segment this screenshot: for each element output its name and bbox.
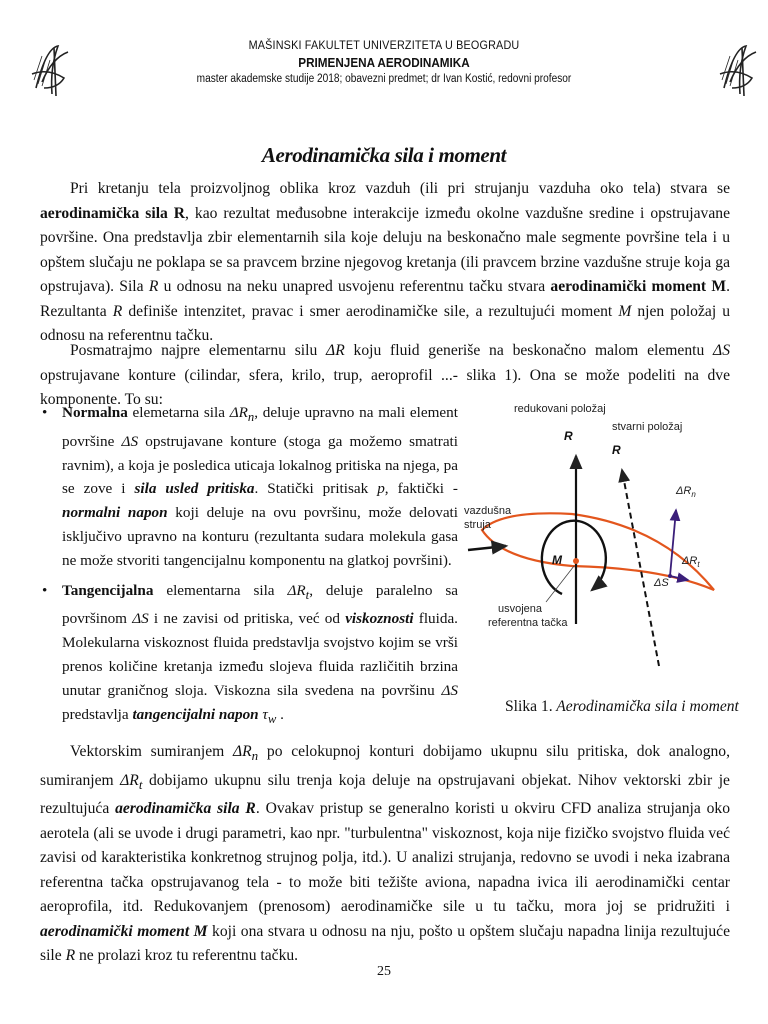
label-R-reduced: R [564, 429, 573, 443]
term-aero-force: aerodinamička sila R [115, 800, 256, 818]
text: Vektorskim sumiranjem [70, 743, 233, 760]
label-delta-Rt: $\Delta R_t$ [682, 555, 700, 569]
symbol-p: p [377, 480, 385, 498]
symbol-R: R [112, 302, 123, 320]
text: ne prolazi kroz tu referentnu tačku. [75, 947, 299, 965]
term-normal: Normalna [62, 404, 128, 421]
text: . Statički pritisak [254, 480, 378, 498]
label-ref-1: usvojena [498, 603, 543, 615]
label-flow-2: struja [464, 519, 491, 531]
text: . Rezultanta [40, 278, 730, 320]
text: , deluje paralelno sa površinom [62, 581, 458, 628]
text: elemetarna sila [127, 404, 230, 421]
subscript: n [251, 748, 259, 764]
symbol-delta-R: ΔR [326, 342, 345, 359]
text: dobijamo ukupnu silu trenja koja deluje na opstrujavani objekat. Nihov vektorski zbir je rezultujuća [40, 771, 730, 818]
symbol-R: R [65, 947, 76, 965]
caption-text: Aerodinamička sila i moment [552, 698, 739, 715]
label-M: M [552, 553, 562, 567]
symbol-R: R [148, 278, 159, 295]
symbol-delta-S: ΔS [713, 342, 730, 359]
bullet-icon: • [42, 404, 48, 421]
text: fluida. Molekularna viskoznost fluida predstavlja svojstvo kojim se vrši prenos količine kretanja između slojeva fluida različitih brzina unutar graničnog sloja. Viskozna sila svedena na površinu [62, 610, 458, 699]
label-delta-S: ΔS [654, 577, 669, 589]
text: , faktički - [384, 480, 458, 498]
bullet-icon: • [42, 581, 48, 599]
text: opstrujavane konture (cilindar, sfera, krilo, trup, aeroprofil ...- slika 1). Ona se može podeliti na dve komponente. To su: [40, 366, 730, 408]
institution-name: MAŠINSKI FAKULTET UNIVERZITETA U BEOGRADU [248, 38, 520, 52]
force-R-real [622, 470, 659, 666]
symbol-delta-S: ΔS [441, 681, 458, 699]
list-item-normal [40, 401, 458, 573]
text: i ne zavisi od pritiska, već od [148, 610, 346, 628]
term-aero-force: aerodinamička sila R [40, 204, 186, 222]
symbol-tau: τ [262, 705, 268, 723]
text: koju fluid generiše na beskonačno malom elementu [344, 342, 714, 359]
label-reduced-position: redukovani položaj [514, 403, 606, 415]
text: po celokupnoj konturi dobijamo ukupnu silu pritiska, dok analogno, sumiranjem [40, 743, 730, 789]
label-R-real: R [612, 443, 621, 457]
symbol-delta-R: ΔR [229, 404, 248, 421]
label-flow-1: vazdušna [464, 505, 512, 517]
list-item-tangential [40, 579, 458, 732]
component-list [40, 401, 458, 731]
subscript: t [305, 587, 310, 602]
reference-point [573, 558, 579, 564]
text: koji ona stvara u odnosu na nju, pošto u opštem slučaju napadna linija rezultujuće sile [40, 922, 731, 965]
text: u odnosu na neku unapred usvojenu referentnu tačku stvara [158, 278, 551, 295]
text: definiše intenzitet, pravac i smer aerodinamičke sile, a rezultujući moment [122, 302, 619, 320]
term-aero-moment: aerodinamički moment M [550, 278, 727, 295]
text: . [276, 705, 284, 723]
text: njen položaj u odnosu na referentnu tačku. [40, 302, 730, 344]
symbol-delta-R: ΔR [120, 771, 139, 789]
term-tangential: Tangencijalna [62, 581, 154, 599]
text: opstrujavane konture (stoga ga možemo smatrati ravnim), a koja je posledica uticaja lokalnog pritiska na njega, pa se zove i [62, 432, 458, 498]
subscript: n [247, 410, 255, 425]
symbol-delta-R: ΔR [287, 581, 306, 599]
text: koji deluje na ovu površinu, može delovati isključivo upravno na konturu (rezultanta sudara molekula gasa ne može stvoriti tangencijalnu komponentu na glatkoj površini). [62, 504, 458, 569]
text: predstavlja [62, 705, 133, 723]
text: , deluje upravno na mali element površine [62, 404, 458, 450]
course-name: PRIMENJENA AERODINAMIKA [298, 55, 470, 70]
label-real-position: stvarni položaj [612, 421, 683, 433]
symbol-delta-S: ΔS [132, 610, 149, 628]
symbol-M: M [618, 302, 632, 320]
text: . Ovakav pristup se generalno koristi u okviru CFD analiza strujanja oko aerotela (ali se uvode i drugi parametri, kao npr. "turbulentna" viskoznost, koja nije fizičko svojstvo fluida već zavisi od karakteristika konkretnog strujnog polja, itd.). U analizi strujanja, redovno se uvodi i neka izabrana referentna tačka opstrujavanog tela - to može biti težište aviona, napadna ivica ili aerodinamički centar aeroprofila, itd. Redukovanjem (prenosom) aerodinamičke sile u tu tačku, mora joj se pridružiti i [40, 800, 730, 916]
text: Posmatrajmo najpre elementarnu silu [70, 342, 327, 359]
label-delta-Rn: $\Delta R_n$ [676, 485, 696, 499]
paragraph-intro [40, 177, 730, 349]
term-pressure-force: sila usled pritiska [134, 480, 255, 498]
figure-caption [505, 698, 739, 716]
page-number: 25 [377, 964, 391, 979]
term-viscosity: viskoznosti [345, 610, 414, 628]
course-details: master akademske studije 2018; obavezni predmet; dr Ivan Kostić, redovni profesor [196, 73, 572, 85]
symbol-delta-R: ΔR [232, 743, 252, 760]
text: Pri kretanju tela proizvoljnog oblika kroz vazduh (ili pri strujanju vazduha oko tela) stvara se [70, 180, 730, 197]
caption-number: Slika 1. [505, 698, 553, 715]
term-aero-moment: aerodinamički moment M [40, 922, 208, 940]
subscript: t [138, 776, 143, 792]
label-ref-2: referentna tačka [488, 617, 568, 629]
figure-aero-force-diagram [462, 398, 732, 688]
term-shear-stress: tangencijalni napon [132, 705, 259, 723]
page-header [0, 38, 768, 85]
text: elementarna sila [153, 581, 288, 599]
paragraph-vector-sum [40, 740, 730, 969]
section-title: Aerodinamička sila i moment [261, 143, 507, 167]
text: , kao rezultat međusobne interakcije između okolne vazdušne sredine i opstrujavane površine. Ona predstavlja zbir elementarnih sila koje deluju na beskonačno male segmente površine tela i u opštem slučaju ne poklapa se sa pravcem brzine njegovog kretanja (ili pravcem brzine vazdušne struje koja ga opstrujava). Sila [40, 204, 730, 295]
term-normal-stress: normalni napon [62, 504, 168, 522]
force-delta-Rn [670, 510, 676, 576]
subscript: w [267, 711, 277, 726]
symbol-delta-S: ΔS [121, 432, 139, 450]
